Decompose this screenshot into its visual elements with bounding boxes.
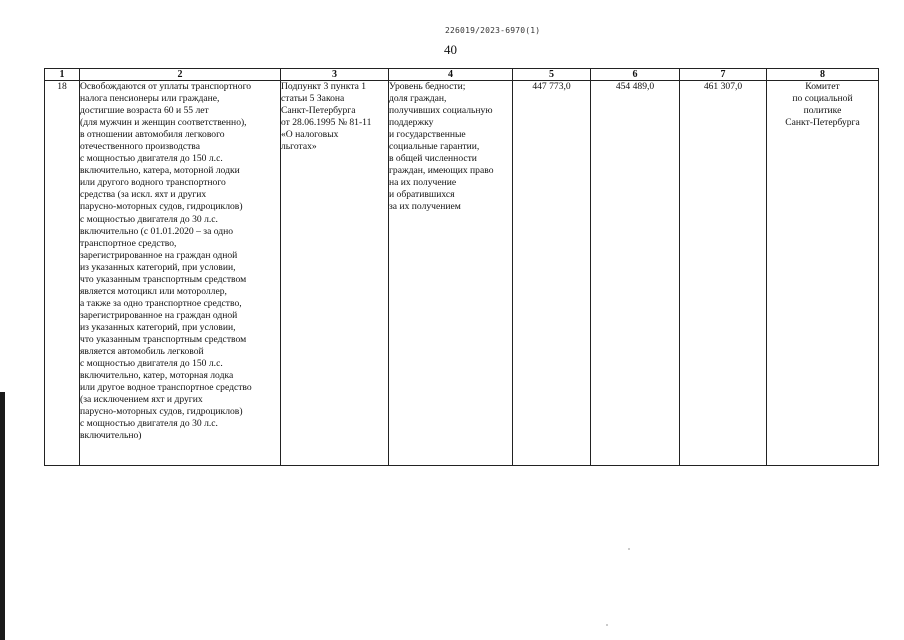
header-row (45, 69, 879, 81)
value-column-6: 454 489,0 (591, 81, 680, 466)
column-header-3: 3 (281, 69, 389, 81)
scan-speck (606, 624, 608, 626)
scan-speck (628, 548, 630, 550)
value-column-7: 461 307,0 (680, 81, 767, 466)
table-row (45, 81, 879, 466)
column-header-4: 4 (389, 69, 513, 81)
responsible-body: Комитет по социальной политике Санкт-Петербурга (767, 81, 879, 466)
document-id: 226019/2023-6970(1) (445, 26, 541, 35)
column-header-8: 8 (767, 69, 879, 81)
value-column-5: 447 773,0 (513, 81, 591, 466)
page-number: 40 (444, 42, 457, 57)
column-header-2: 2 (80, 69, 281, 81)
evaluation-criterion: Уровень бедности; доля граждан, получивших социальную поддержку и государственные социальные гарантии, в общей численности граждан, имеющих право на их получение и обратившихся за их получением (389, 81, 513, 466)
benefit-description: Освобождаются от уплаты транспортного налога пенсионеры или граждане, достигшие возраста 60 и 55 лет (для мужчин и женщин соответственно), в отношении автомобиля легкового отечественного производства с мощностью двигателя до 150 л.с. включительно, катера, моторной лодки или другого водного транспортного средства (за искл. яхт и других парусно-моторных судов, гидроциклов) с мощностью двигателя до 30 л.с. включительно (с 01.01.2020 – за одно транспортное средство, зарегистрированное на граждан одной из указанных категорий, при условии, что указанным транспортным средством является мотоцикл или мотороллер, а также за одно транспортное средство, зарегистрированное на граждан одной из указанных категорий, при условии, что указанным транспортным средством является автомобиль легковой с мощностью двигателя до 150 л.с. включительно, катер, моторная лодка или другое водное транспортное средство (за исключением яхт и других парусно-моторных судов, гидроциклов) с мощностью двигателя до 30 л.с. включительно) (80, 81, 281, 466)
data-table (44, 68, 879, 466)
column-header-1: 1 (45, 69, 80, 81)
column-header-7: 7 (680, 69, 767, 81)
scan-left-edge-shadow (0, 392, 5, 640)
legal-basis: Подпункт 3 пункта 1 статьи 5 Закона Санкт-Петербурга от 28.06.1995 № 81-11 «О налоговых льготах» (281, 81, 389, 466)
row-number: 18 (45, 81, 80, 466)
column-header-5: 5 (513, 69, 591, 81)
column-header-6: 6 (591, 69, 680, 81)
